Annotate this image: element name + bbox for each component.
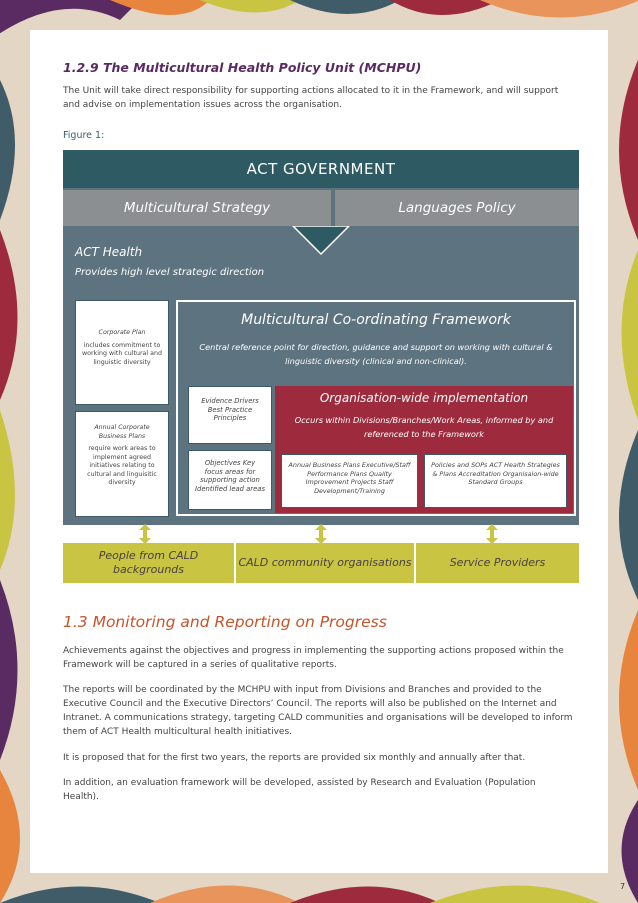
corporate-plan-title: Corporate Plan	[98, 329, 146, 336]
organisation-wide-title: Organisation-wide implementation	[319, 391, 529, 405]
annual-corporate-plans-box	[75, 411, 169, 517]
annual-corporate-plans-body: require work areas to implement agreed initiatives relating to cultural and linguisitic diversity	[87, 445, 157, 486]
coordinating-framework-subtitle: Central reference point for direction, guidance and support on working with cultural & linguistic diversity (clinical and non-clinical).	[199, 342, 553, 366]
service-providers-box: Service Providers	[416, 543, 579, 583]
corporate-plan-box	[75, 300, 169, 405]
section-1-3-paragraph-3: It is proposed that for the first two years, the reports are provided six monthly and annually after that.	[63, 753, 526, 763]
act-health-subtitle: Provides high level strategic direction	[75, 267, 265, 278]
coordinating-framework-box	[176, 300, 576, 516]
double-arrow-icon	[485, 524, 499, 544]
section-1-3-paragraph-2: The reports will be coordinated by the MCHPU with input from Divisions and Branches and provided to the Executive Council and the Executive Directors’ Council. The reports will also be published on the Internet and Intranet. A communications strategy, targeting CALD communities and organisations will be developed to inform them of ACT Health multicultural health initiatives.	[63, 685, 573, 737]
section-1-3-paragraph-4: In addition, an evaluation framework will be developed, assisted by Research and Evaluation (Population Health).	[63, 778, 536, 802]
objectives-box: Objectives Key focus areas for supporting action Identified lead areas	[188, 450, 272, 510]
section-1-3-paragraph-1: Achievements against the objectives and progress in implementing the supporting actions proposed within the Framework will be captured in a series of qualitative reports.	[63, 646, 564, 670]
languages-policy-box: Languages Policy	[335, 190, 579, 226]
corporate-plan-body: includes commitment to working with cultural and linguistic diversity	[81, 341, 163, 366]
double-arrow-icon	[138, 524, 152, 544]
section-1-3-heading: 1.3 Monitoring and Reporting on Progress	[63, 613, 387, 631]
act-health-label: ACT Health	[75, 245, 143, 259]
people-from-cald-box: People from CALD backgrounds	[63, 543, 234, 583]
section-1-2-9-paragraph: The Unit will take direct responsibility for supporting actions allocated to it in the Framework, and will support and advise on implementation issues across the organisation.	[63, 86, 559, 110]
section-1-2-9-heading: 1.2.9 The Multicultural Health Policy Unit (MCHPU)	[63, 60, 422, 75]
act-government-banner: ACT GOVERNMENT	[63, 150, 579, 188]
figure-label: Figure 1:	[63, 130, 105, 141]
double-arrow-icon	[314, 524, 328, 544]
multicultural-strategy-box: Multicultural Strategy	[63, 190, 331, 226]
annual-corporate-plans-title: Annual Corporate Business Plans	[94, 424, 150, 440]
business-plans-box: Annual Business Plans Executive/Staff Performance Plans Quality Improvement Projects Staff Development/Training	[281, 454, 418, 508]
organisation-wide-subtitle: Occurs within Divisions/Branches/Work Areas, informed by and referenced to the Framework	[294, 415, 554, 439]
organisation-wide-implementation-box	[275, 386, 573, 513]
page-number: 7	[620, 882, 626, 891]
down-arrow-icon	[291, 226, 351, 256]
policies-box: Policies and SOPs ACT Health Strategies & Plans Accreditation Organisaion-wide Standard Groups	[424, 454, 567, 508]
evidence-box: Evidence Drivers Best Practice Principles	[188, 386, 272, 444]
cald-community-box: CALD community organisations	[236, 543, 414, 583]
page	[30, 30, 608, 873]
coordinating-framework-title: Multicultural Co-ordinating Framework	[241, 312, 511, 328]
framework-diagram	[63, 150, 579, 525]
